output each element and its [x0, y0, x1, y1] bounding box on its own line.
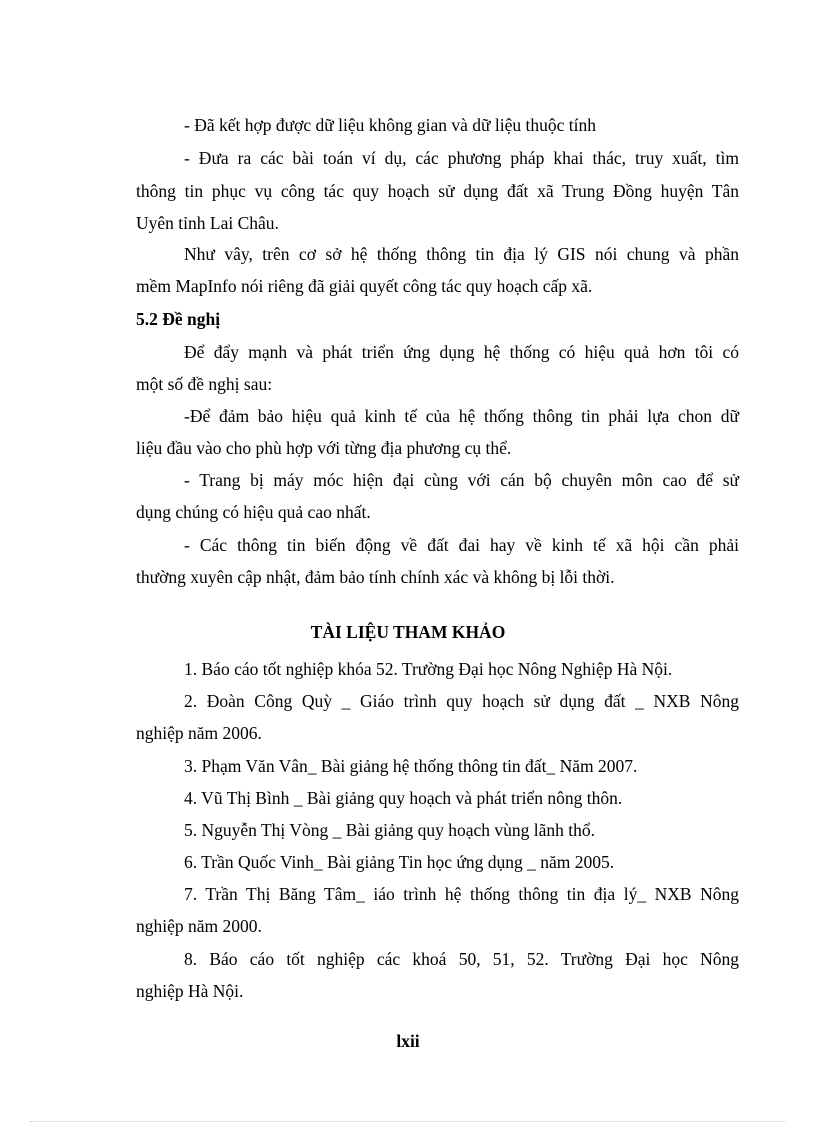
reference-7-line-1: 7. Trần Thị Băng Tâm_ iáo trình hệ thống thông tin địa lý_ NXB Nông	[184, 884, 739, 904]
proposal-item-3-line-1: - Các thông tin biến động về đất đai hay về kinh tế xã hội cần phải	[184, 535, 739, 555]
references-heading: TÀI LIỆU THAM KHẢO	[310, 622, 506, 642]
conclusion-summary-line-2: mềm MapInfo nói riêng đã giải quyết công tác quy hoạch cấp xã.	[136, 276, 593, 296]
conclusion-item-2-line-3: Uyên tỉnh Lai Châu.	[136, 213, 279, 233]
reference-2-line-1: 2. Đoàn Công Quỳ _ Giáo trình quy hoạch sử dụng đất _ NXB Nông	[184, 691, 739, 711]
proposal-item-3-line-2: thường xuyên cập nhật, đảm bảo tính chính xác và không bị lỗi thời.	[136, 567, 615, 587]
proposal-item-1-line-1: -Để đảm bảo hiệu quả kinh tế của hệ thống thông tin phải lựa chon dữ	[184, 406, 739, 426]
reference-7-line-2: nghiệp năm 2000.	[136, 916, 262, 936]
page-number: lxii	[396, 1031, 420, 1051]
conclusion-item-2-line-1: - Đưa ra các bài toán ví dụ, các phương pháp khai thác, truy xuất, tìm	[184, 148, 739, 168]
reference-1: 1. Báo cáo tốt nghiệp khóa 52. Trường Đại học Nông Nghiệp Hà Nội.	[184, 659, 673, 679]
reference-3: 3. Phạm Văn Vân_ Bài giảng hệ thống thông tin đất_ Năm 2007.	[184, 756, 638, 776]
reference-2-line-2: nghiệp năm 2006.	[136, 723, 262, 743]
proposal-intro-line-2: một số đề nghị sau:	[136, 374, 273, 394]
reference-4: 4. Vũ Thị Bình _ Bài giảng quy hoạch và phát triển nông thôn.	[184, 788, 623, 808]
reference-6: 6. Trần Quốc Vinh_ Bài giảng Tin học ứng dụng _ năm 2005.	[184, 852, 615, 872]
conclusion-item-1: - Đã kết hợp được dữ liệu không gian và dữ liệu thuộc tính	[184, 115, 596, 135]
proposal-item-2-line-1: - Trang bị máy móc hiện đại cùng với cán bộ chuyên môn cao để sử	[184, 470, 739, 490]
reference-5: 5. Nguyễn Thị Vòng _ Bài giảng quy hoạch vùng lãnh thổ.	[184, 820, 596, 840]
proposal-intro-line-1: Để đẩy mạnh và phát triển ứng dụng hệ thống có hiệu quả hơn tôi có	[184, 342, 739, 362]
proposal-item-1-line-2: liệu đầu vào cho phù hợp với từng địa phương cụ thể.	[136, 438, 512, 458]
conclusion-summary-line-1: Như vây, trên cơ sở hệ thống thông tin địa lý GIS nói chung và phần	[184, 244, 739, 264]
reference-8-line-2: nghiệp Hà Nội.	[136, 981, 244, 1001]
section-heading-proposal: 5.2 Đề nghị	[136, 309, 221, 329]
page-bottom-rule	[30, 1121, 786, 1122]
proposal-item-2-line-2: dụng chúng có hiệu quả cao nhất.	[136, 502, 371, 522]
reference-8-line-1: 8. Báo cáo tốt nghiệp các khoá 50, 51, 52. Trường Đại học Nông	[184, 949, 739, 969]
conclusion-item-2-line-2: thông tin phục vụ công tác quy hoạch sử dụng đất xã Trung Đồng huyện Tân	[136, 181, 739, 201]
